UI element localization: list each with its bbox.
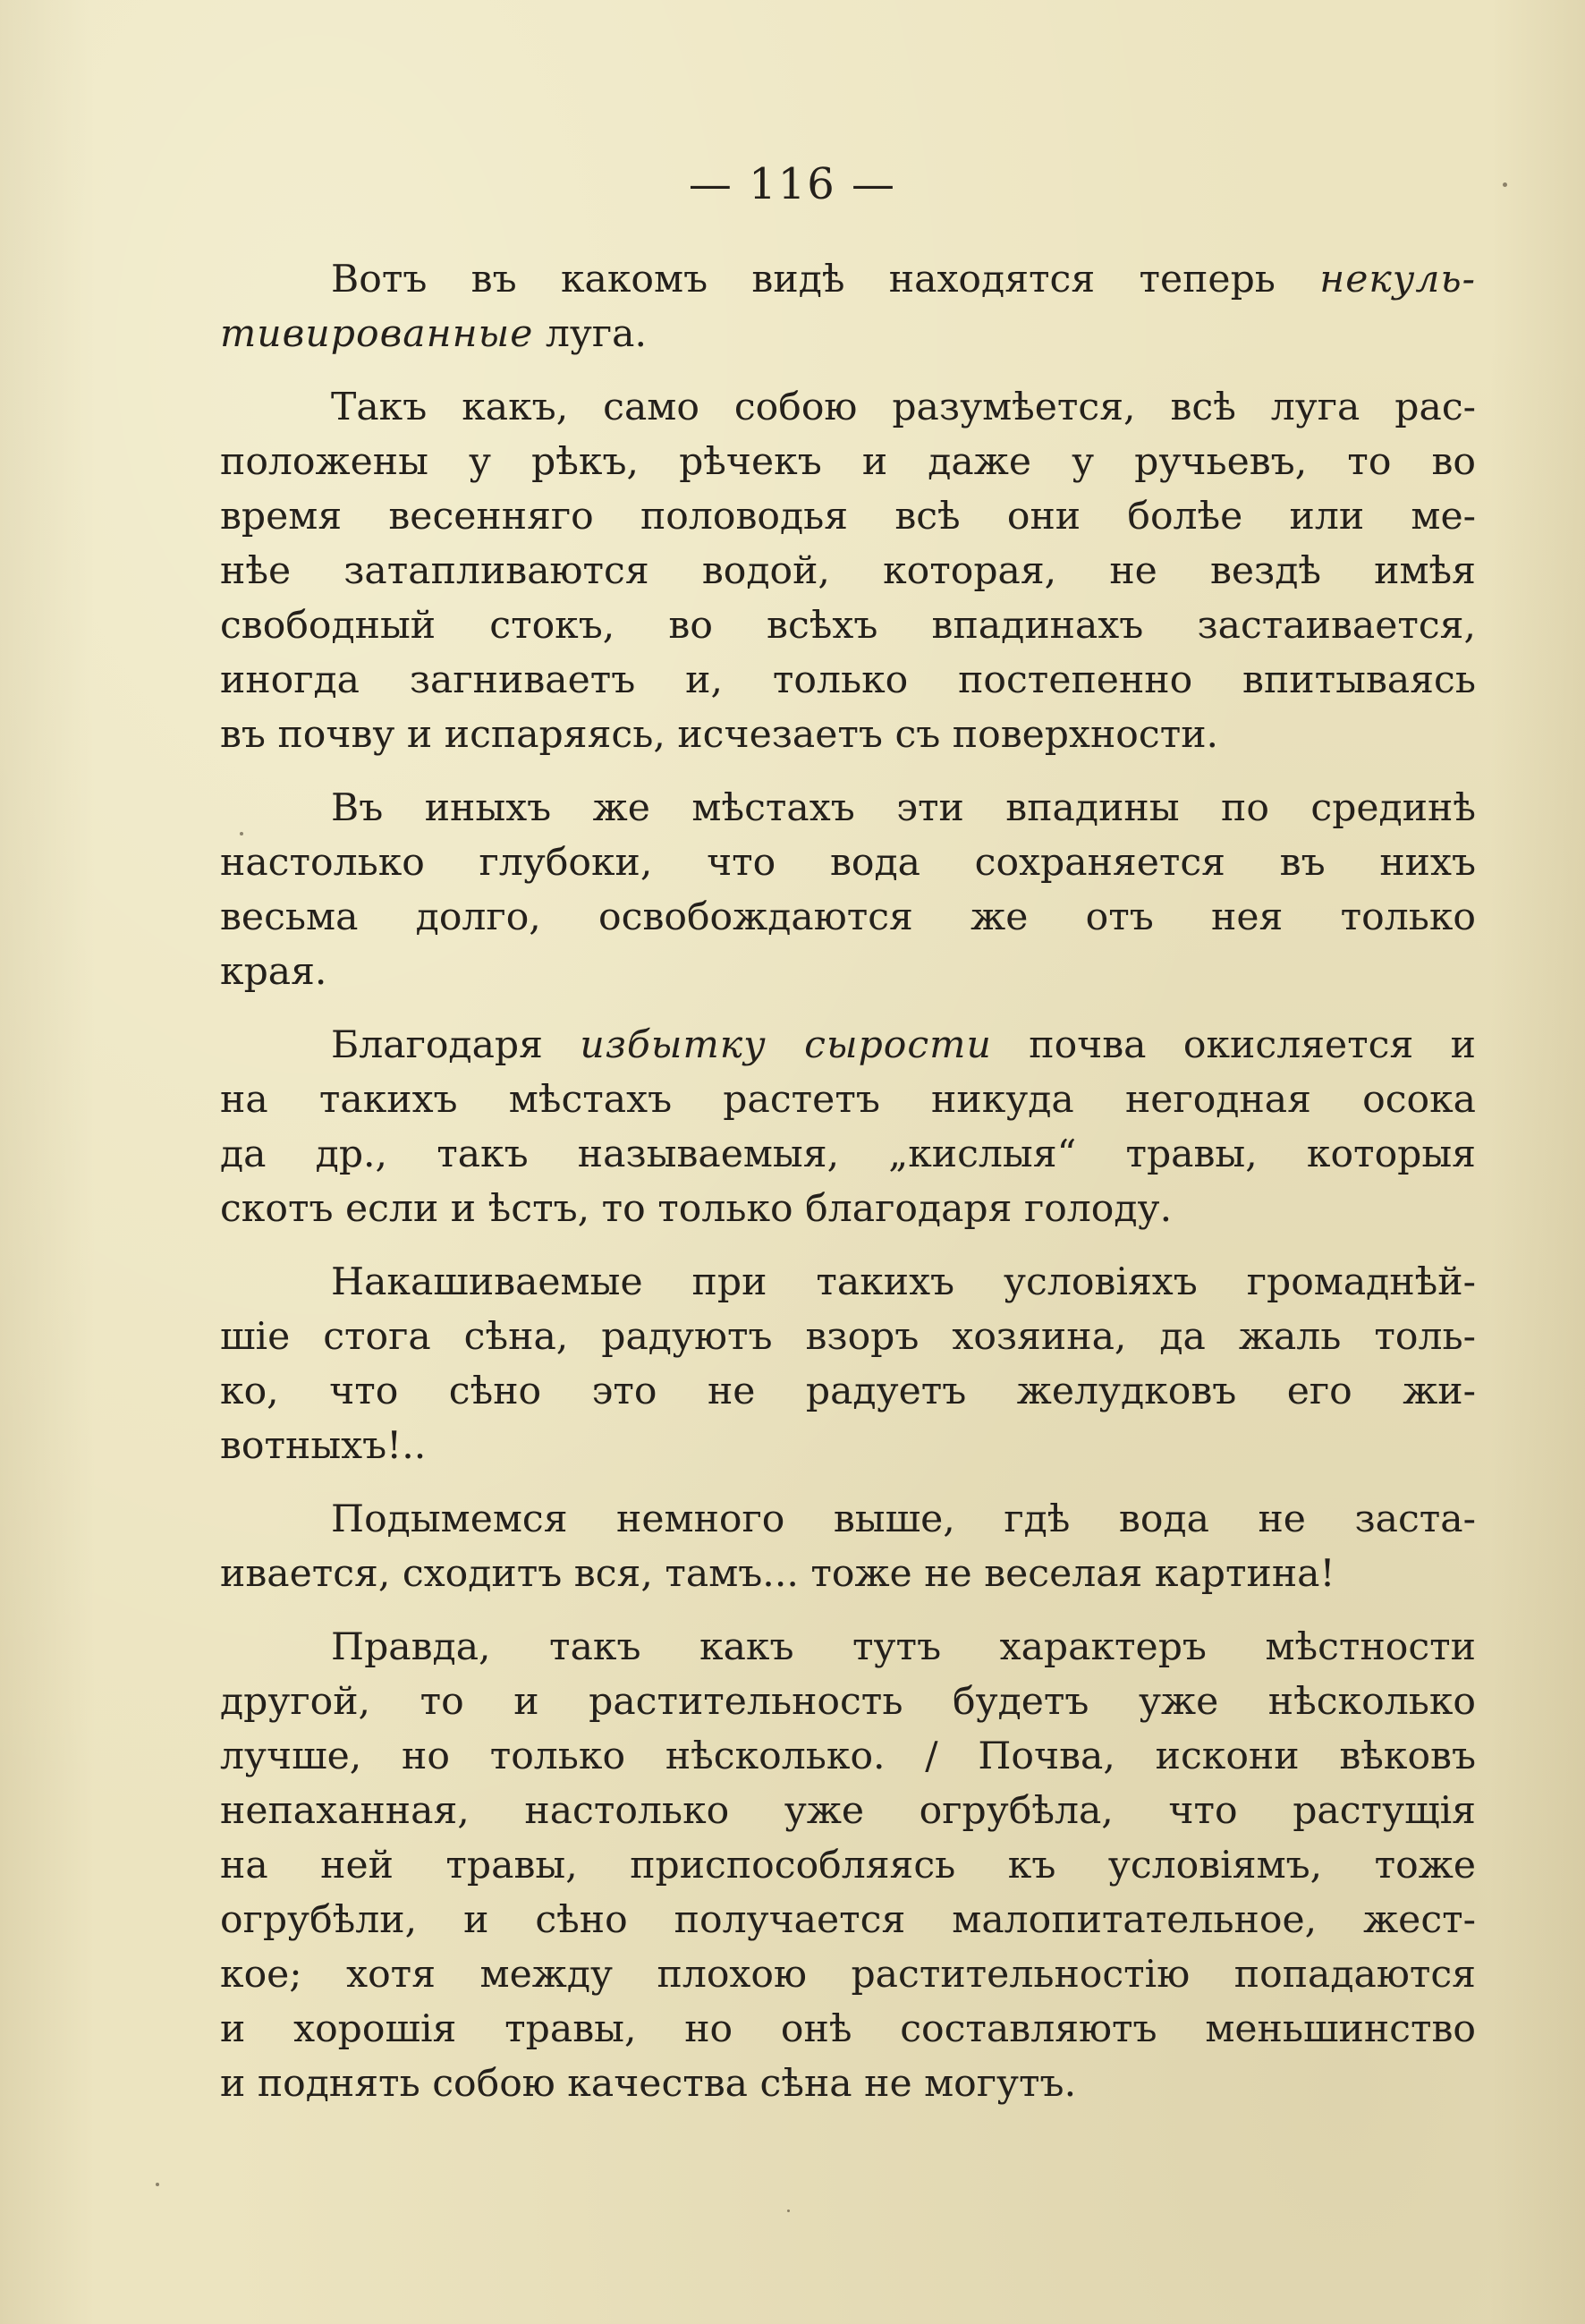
text-run: весьма долго, освобождаются же отъ нея только — [220, 895, 1476, 939]
paragraph — [220, 1255, 1476, 1473]
text-line — [220, 544, 1476, 598]
text-line — [220, 1073, 1476, 1127]
text-run: луга. — [533, 312, 648, 356]
text-line — [220, 781, 1476, 835]
text-line — [220, 1364, 1476, 1419]
text-line — [220, 307, 1476, 361]
text-line — [220, 1729, 1476, 1784]
text-run: огрубѣли, и сѣно получается малопитательное, жест- — [220, 1898, 1476, 1942]
text-line — [220, 708, 1476, 762]
text-run: Правда, такъ какъ тутъ характеръ мѣстности — [331, 1625, 1476, 1669]
text-line — [220, 1675, 1476, 1729]
body-text — [220, 252, 1476, 2130]
text-run: Благодаря — [331, 1023, 581, 1067]
paragraph — [220, 1018, 1476, 1236]
text-run: и поднять собою качества сѣна не могутъ. — [220, 2062, 1077, 2106]
italic-text: некуль- — [1319, 258, 1476, 301]
text-run: лучше, но только нѣсколько. / Почва, искони вѣковъ — [220, 1735, 1476, 1778]
text-line — [220, 653, 1476, 708]
text-run: и хорошія травы, но онѣ составляютъ меньшинство — [220, 2007, 1476, 2051]
text-line — [220, 1492, 1476, 1547]
text-line — [220, 489, 1476, 544]
text-run: скотъ если и ѣстъ, то только благодаря голоду. — [220, 1187, 1173, 1231]
text-run: почва окисляется и — [991, 1023, 1476, 1067]
text-run: иногда загниваетъ и, только постепенно впитываясь — [220, 658, 1476, 702]
text-run: въ почву и испаряясь, исчезаетъ съ поверхности. — [220, 713, 1219, 757]
text-run: кое; хотя между плохою растительностію попадаются — [220, 1953, 1476, 1997]
text-run: Накашиваемые при такихъ условіяхъ громаднѣй- — [331, 1260, 1476, 1304]
text-line — [220, 1620, 1476, 1675]
page-number: — 116 — — [688, 159, 897, 209]
paper-speck — [787, 2209, 790, 2212]
text-line — [220, 890, 1476, 945]
text-line — [220, 1419, 1476, 1473]
text-run: ко, что сѣно это не радуетъ желудковъ его жи- — [220, 1370, 1476, 1413]
paragraph — [220, 1620, 1476, 2111]
paragraph — [220, 380, 1476, 762]
paper-speck — [1503, 182, 1507, 187]
text-line — [220, 2057, 1476, 2111]
text-line — [220, 1947, 1476, 2002]
text-line — [220, 1547, 1476, 1601]
text-run: Вотъ въ какомъ видѣ находятся теперь — [331, 258, 1320, 301]
text-run: Такъ какъ, само собою разумѣется, всѣ луга рас- — [331, 386, 1476, 429]
text-run: нѣе затапливаются водой, которая, не вездѣ имѣя — [220, 549, 1476, 593]
text-run: другой, то и растительность будетъ уже нѣсколько — [220, 1680, 1476, 1724]
text-line — [220, 1127, 1476, 1182]
text-line — [220, 252, 1476, 307]
text-line — [220, 1838, 1476, 1893]
text-line — [220, 598, 1476, 653]
text-line — [220, 435, 1476, 489]
italic-text: избытку сырости — [580, 1023, 992, 1067]
italic-text: тивированные — [220, 312, 534, 356]
text-line — [220, 1018, 1476, 1073]
text-line — [220, 1893, 1476, 1947]
text-run: время весенняго половодья всѣ они болѣе или ме- — [220, 495, 1476, 539]
text-run: Въ иныхъ же мѣстахъ эти впадины по срединѣ — [331, 786, 1476, 830]
text-run: положены у рѣкъ, рѣчекъ и даже у ручьевъ, то во — [220, 440, 1476, 484]
paragraph — [220, 1492, 1476, 1601]
paper-speck — [240, 832, 243, 835]
text-run: настолько глубоки, что вода сохраняется въ нихъ — [220, 841, 1476, 885]
text-run: вотныхъ!.. — [220, 1424, 427, 1468]
text-run: шіе стога сѣна, радуютъ взоръ хозяина, да жаль толь- — [220, 1315, 1476, 1359]
text-line — [220, 1182, 1476, 1236]
paper-speck — [156, 2183, 159, 2186]
text-run: на такихъ мѣстахъ растетъ никуда негодная осока — [220, 1078, 1476, 1122]
text-line — [220, 835, 1476, 890]
paragraph — [220, 781, 1476, 999]
text-run: Подымемся немного выше, гдѣ вода не заста- — [331, 1497, 1476, 1541]
text-run: на ней травы, приспособляясь къ условіямъ, тоже — [220, 1844, 1476, 1887]
text-run: да др., такъ называемыя, „кислыя“ травы, которыя — [220, 1132, 1476, 1176]
text-line — [220, 1255, 1476, 1310]
text-line — [220, 945, 1476, 999]
text-line — [220, 380, 1476, 435]
text-run: свободный стокъ, во всѣхъ впадинахъ застаивается, — [220, 604, 1476, 648]
text-line — [220, 2002, 1476, 2057]
paragraph — [220, 252, 1476, 361]
text-run: ивается, сходитъ вся, тамъ... тоже не веселая картина! — [220, 1552, 1335, 1596]
text-line — [220, 1310, 1476, 1364]
text-run: непаханная, настолько уже огрубѣла, что растущія — [220, 1789, 1476, 1833]
text-line — [220, 1784, 1476, 1838]
text-run: края. — [220, 950, 327, 994]
